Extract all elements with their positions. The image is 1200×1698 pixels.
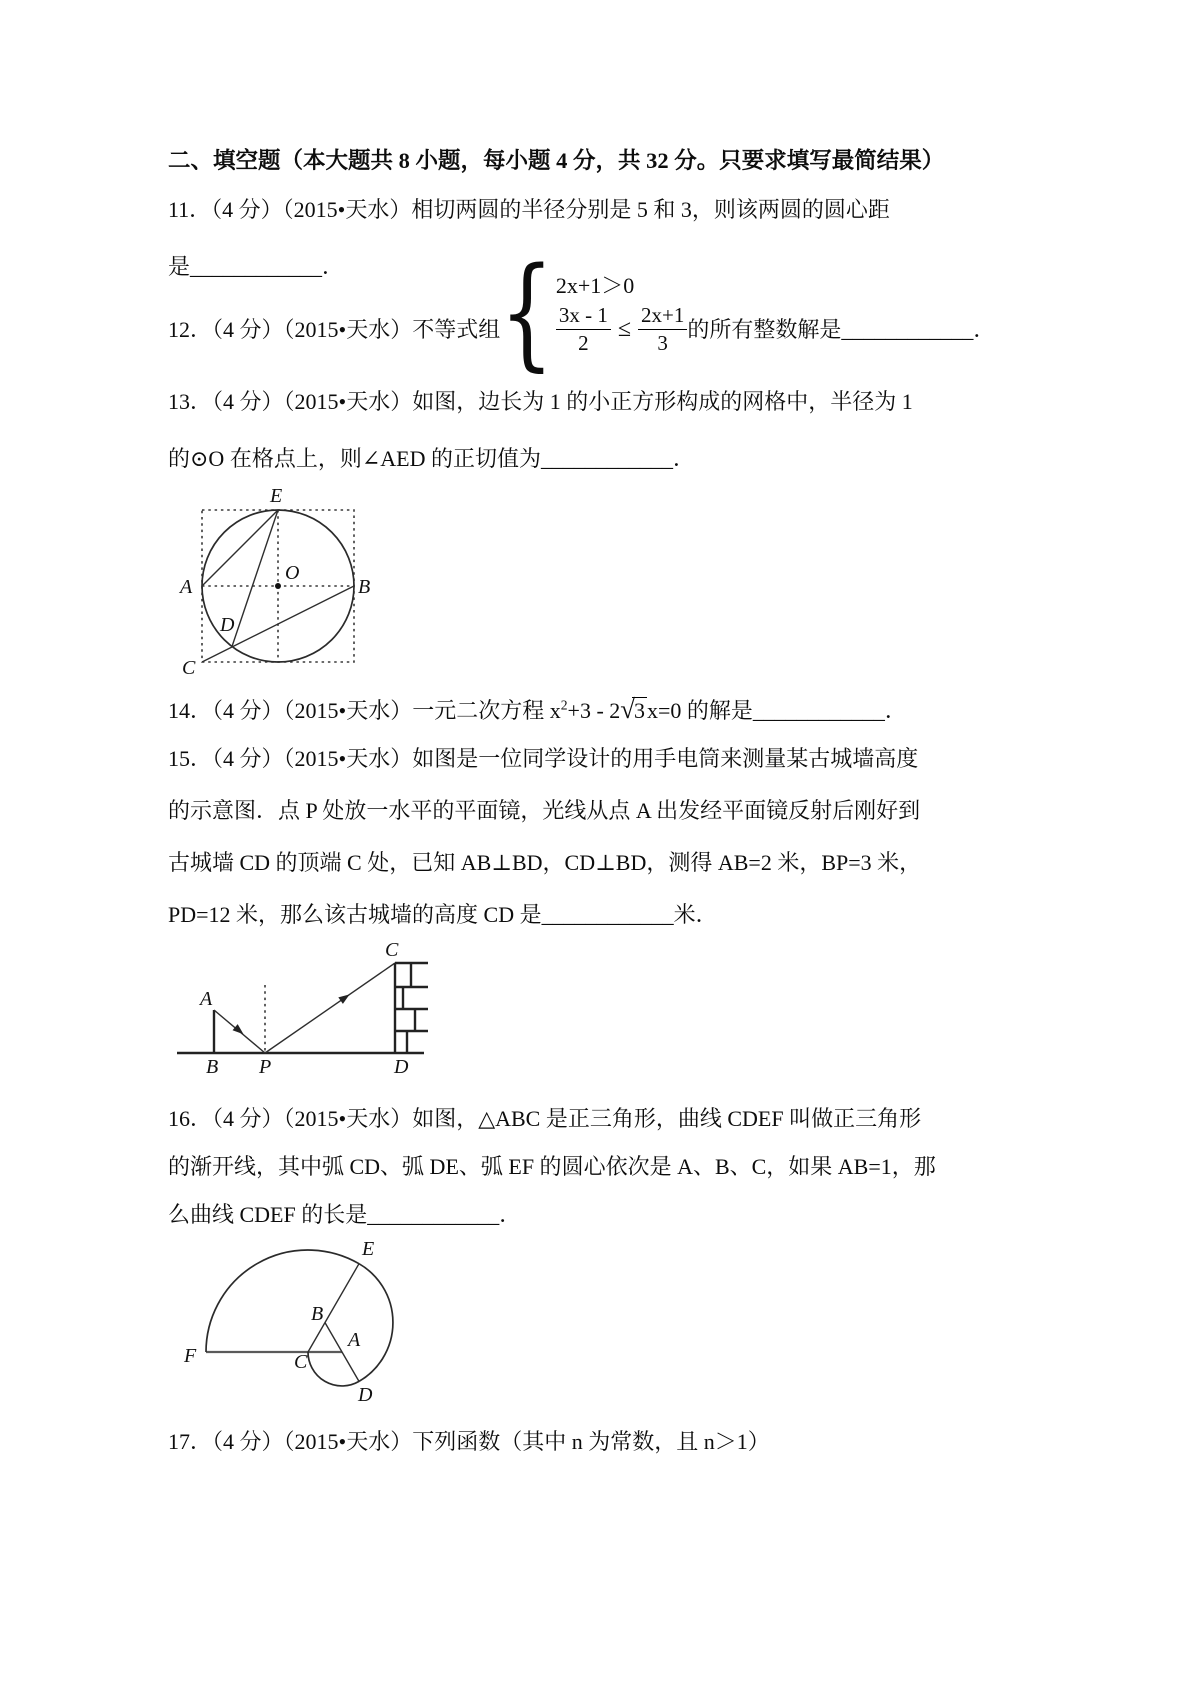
q15-line2: 的示意图．点 P 处放一水平的平面镜，光线从点 A 出发经平面镜反射后刚好到 [168, 798, 921, 823]
point-label-a: A [348, 1329, 361, 1351]
point-label-e: E [270, 485, 283, 507]
fraction-right [638, 303, 687, 354]
q15-answer-blank: ____________ [541, 902, 674, 927]
q16-answer-blank: ____________ [367, 1202, 500, 1227]
left-brace: { [499, 241, 555, 383]
point-label-p: P [259, 1056, 272, 1078]
ray-arrow-2 [338, 991, 352, 1004]
q12-suffix-group [687, 313, 995, 344]
q13-line2 [168, 445, 695, 474]
point-label-c: C [385, 939, 399, 961]
fraction-right-denominator: 3 [657, 330, 668, 355]
fraction-left-denominator: 2 [578, 330, 589, 355]
fraction-left [556, 303, 611, 354]
q16-period: ． [499, 1202, 522, 1227]
q11-answer-blank: ____________ [190, 254, 323, 279]
q14-exponent: 2 [560, 697, 568, 713]
q14-seg3: x=0 的解是 [647, 698, 753, 723]
arc-ef [206, 1250, 359, 1352]
inequality-1: 2x+1＞0 [555, 273, 635, 299]
point-label-c: C [294, 1351, 308, 1373]
q14-seg1: 14．（4 分）（2015•天水）一元二次方程 x [168, 698, 561, 723]
q13-period: ． [672, 446, 695, 471]
q13-figure-circle-grid [168, 478, 383, 693]
point-label-f: F [184, 1345, 197, 1367]
q14-period: ． [884, 698, 907, 723]
q13-line1: 13．（4 分）（2015•天水）如图，边长为 1 的小正方形构成的网格中，半径为 1 [168, 389, 913, 414]
q14-answer-blank: ____________ [752, 698, 885, 723]
radicand: 3 [634, 698, 645, 723]
q15-line4-suffix: 米． [673, 902, 718, 927]
chord-ae [202, 510, 278, 586]
q11-period: ． [322, 254, 345, 279]
inequality-2 [556, 303, 688, 354]
point-label-b: B [311, 1303, 324, 1325]
point-label-d: D [358, 1384, 373, 1406]
fraction-left-numerator: 3x - 1 [556, 303, 611, 329]
point-label-a: A [180, 576, 193, 598]
q14-line [168, 692, 907, 727]
q13-answer-blank: ____________ [540, 446, 673, 471]
q11-line1: 11．（4 分）（2015•天水）相切两圆的半径分别是 5 和 3，则该两圆的圆心距 [168, 197, 890, 222]
q12-line [168, 241, 996, 383]
q16-line2: 的渐开线，其中弧 CD、弧 DE、弧 EF 的圆心依次是 A、B、C，如果 AB=1，那 [168, 1154, 936, 1179]
q12-answer-blank: ____________ [841, 316, 974, 342]
q16-line3 [168, 1201, 521, 1230]
ray-p-to-c [265, 963, 395, 1053]
q14-seg2: +3 - 2 [567, 698, 621, 723]
relation-symbol: ≤ [617, 315, 631, 342]
arc-de [359, 1264, 393, 1382]
q16-figure-involute [178, 1235, 403, 1415]
q12-period: ． [973, 316, 996, 342]
inequality-system [556, 269, 688, 354]
point-label-o: O [285, 562, 300, 584]
point-label-b: B [358, 576, 371, 598]
q15-line4-prefix: PD=12 米，那么该古城墙的高度 CD 是 [168, 902, 542, 927]
q15-line3: 古城墙 CD 的顶端 C 处，已知 AB⊥BD，CD⊥BD，测得 AB=2 米，BP=3 米， [168, 850, 922, 875]
point-label-d: D [220, 614, 235, 636]
fraction-right-numerator: 2x+1 [638, 303, 687, 329]
point-label-e: E [362, 1238, 375, 1260]
chord-ed [232, 510, 278, 647]
radical-sign: √ [620, 694, 635, 724]
q16-line3-prefix: 么曲线 CDEF 的长是 [168, 1202, 368, 1227]
q11-line2-prefix: 是 [168, 254, 191, 279]
q17-line1: 17．（4 分）（2015•天水）下列函数（其中 n 为常数，且 n＞1） [168, 1429, 770, 1454]
q12-suffix: 的所有整数解是 [687, 316, 842, 342]
q15-figure-mirror [152, 925, 442, 1083]
point-label-a: A [200, 988, 213, 1010]
center-dot [275, 583, 281, 589]
q12-prefix: 12．（4 分）（2015•天水）不等式组 [168, 316, 501, 342]
point-label-b: B [206, 1056, 219, 1078]
section-header: 二、填空题（本大题共 8 小题，每小题 4 分，共 32 分。只要求填写最简结果） [168, 148, 945, 173]
point-label-d: D [394, 1056, 409, 1078]
q15-line1: 15．（4 分）（2015•天水）如图是一位同学设计的用手电筒来测量某古城墙高度 [168, 746, 919, 771]
q13-line2-prefix: 的⊙O 在格点上，则∠AED 的正切值为 [168, 446, 541, 471]
q16-line1: 16．（4 分）（2015•天水）如图，△ABC 是正三角形，曲线 CDEF 叫做正三角形 [168, 1106, 922, 1131]
point-label-c: C [182, 657, 196, 679]
